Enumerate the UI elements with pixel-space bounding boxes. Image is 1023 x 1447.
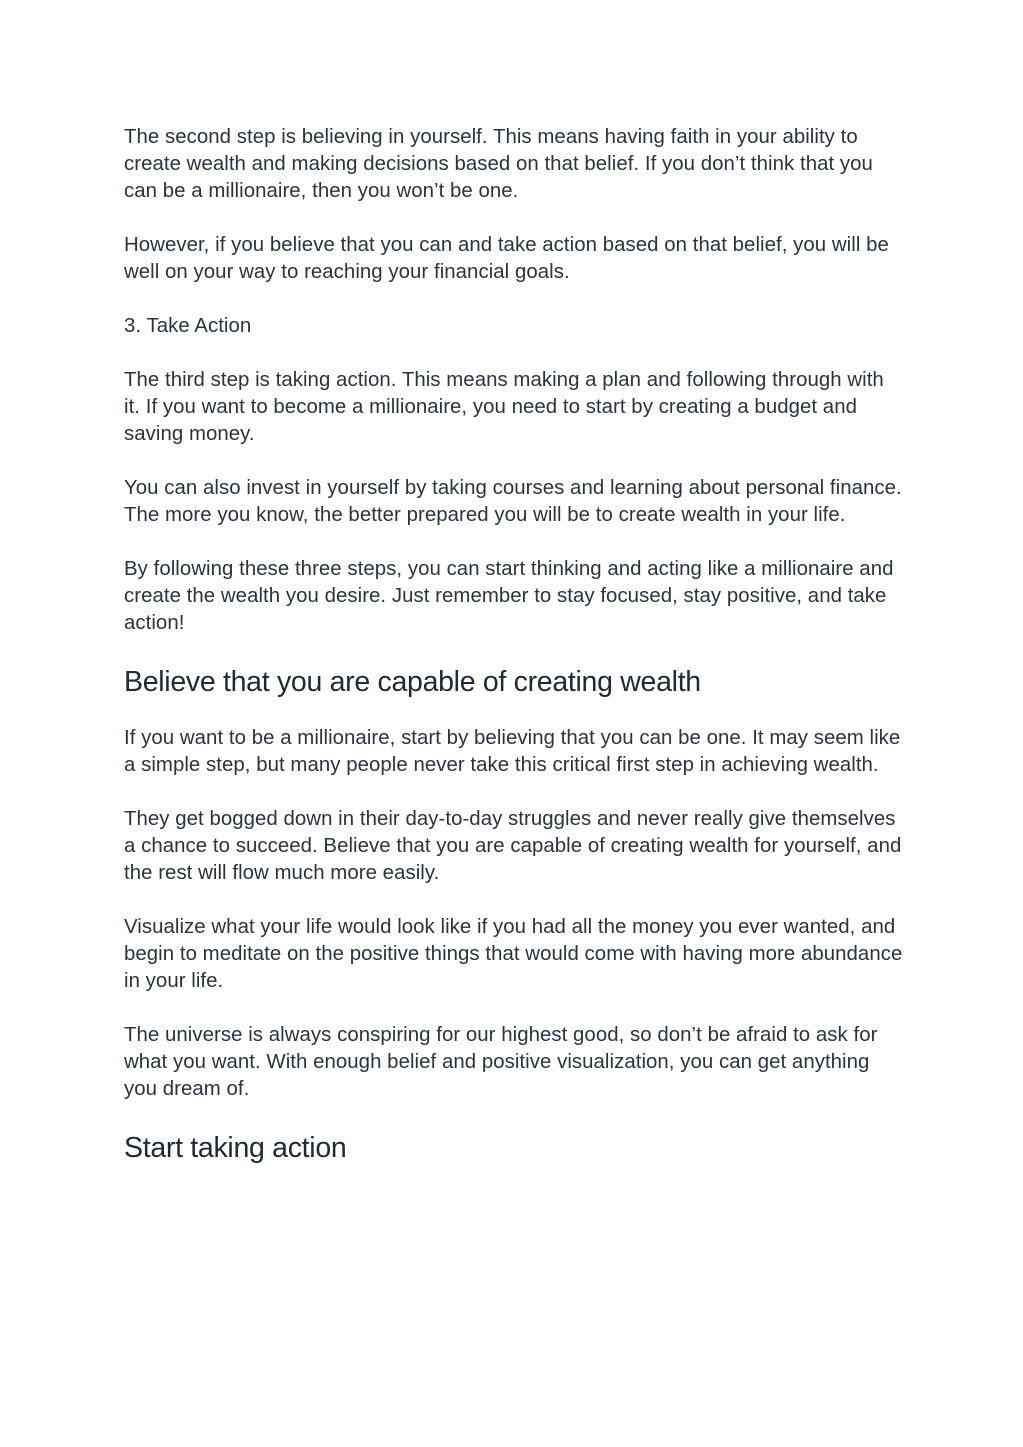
- paragraph-three-steps-summary: By following these three steps, you can start thinking and acting like a millionaire and create the wealth you desire. Just remember to stay focused, stay positive, and take action!: [124, 558, 894, 634]
- paragraph-invest-yourself: You can also invest in yourself by taking courses and learning about personal finance. The more you know, the better prepared you will be to create wealth in your life.: [124, 477, 902, 526]
- list-item-take-action: 3. Take Action: [124, 315, 252, 337]
- paragraph-visualize: Visualize what your life would look like if you had all the money you ever wanted, and begin to meditate on the positive things that would come with having more abundance in your life.: [124, 916, 903, 992]
- section-heading-believe: Believe that you are capable of creating wealth: [124, 666, 701, 698]
- paragraph-believe-action: However, if you believe that you can and take action based on that belief, you will be well on your way to reaching your financial goals.: [124, 234, 889, 283]
- paragraph-second-step: The second step is believing in yourself. This means having faith in your ability to create wealth and making decisions based on that belief. If you don’t think that you can be a millionaire, then you won’t be one.: [124, 126, 873, 202]
- paragraph-third-step: The third step is taking action. This means making a plan and following through with it. If you want to become a millionaire, you need to start by creating a budget and saving money.: [124, 369, 884, 445]
- section-heading-start-action: Start taking action: [124, 1132, 347, 1164]
- paragraph-start-believing: If you want to be a millionaire, start by believing that you can be one. It may seem like a simple step, but many people never take this critical first step in achieving wealth.: [124, 727, 901, 776]
- paragraph-universe: The universe is always conspiring for our highest good, so don’t be afraid to ask for what you want. With enough belief and positive visualization, you can get anything you dream of.: [124, 1024, 878, 1100]
- paragraph-bogged-down: They get bogged down in their day-to-day struggles and never really give themselves a chance to succeed. Believe that you are capable of creating wealth for yourself, and the rest will flow much more easily.: [124, 808, 902, 884]
- document-body: [124, 124, 904, 1191]
